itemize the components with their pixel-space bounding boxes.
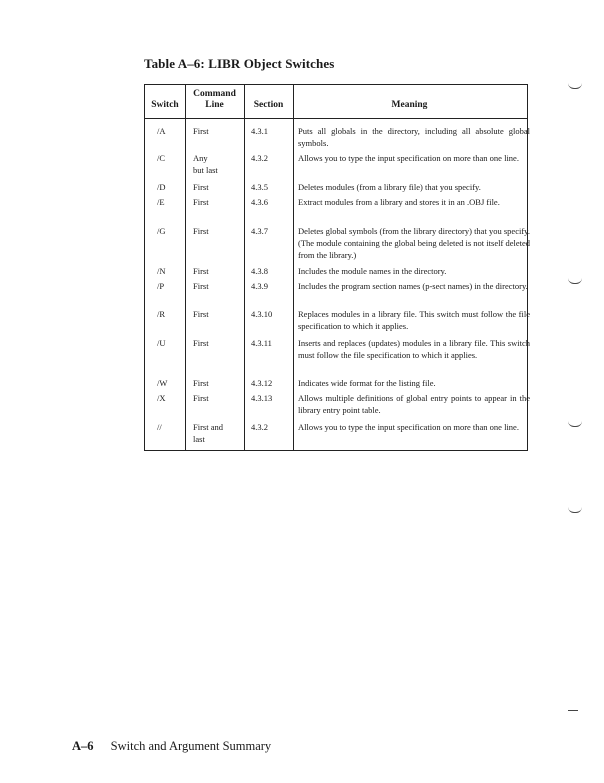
column-divider [293, 85, 294, 450]
switch-cell: /U [157, 338, 166, 348]
command-line-cell: First [193, 338, 209, 348]
section-cell: 4.3.7 [251, 226, 268, 236]
section-cell: 4.3.12 [251, 378, 273, 388]
libr-switch-table [144, 84, 528, 451]
section-cell: 4.3.11 [251, 338, 272, 348]
column-divider [185, 85, 186, 450]
header-meaning: Meaning [391, 100, 428, 110]
header-command-line-2: Line [205, 100, 224, 110]
section-cell: 4.3.2 [251, 153, 268, 163]
switch-cell: /C [157, 153, 166, 163]
meaning-cell: Puts all globals in the directory, including all absolute global symbols. [298, 126, 530, 148]
meaning-cell: Indicates wide format for the listing file. [298, 378, 436, 388]
command-line-cell: First and [193, 422, 223, 432]
switch-cell: /G [157, 226, 166, 236]
header-section: Section [253, 100, 284, 110]
page-footer [72, 739, 271, 754]
switch-cell: /E [157, 197, 165, 207]
command-line-cell: First [193, 226, 209, 236]
section-cell: 4.3.1 [251, 126, 268, 136]
command-line-cell: First [193, 197, 209, 207]
footer-title: Switch and Argument Summary [110, 739, 272, 753]
command-line-cell: First [193, 393, 209, 403]
command-line-cell: Any [193, 153, 208, 163]
header-divider [145, 118, 527, 119]
meaning-cell: Deletes modules (from a library file) that you specify. [298, 182, 481, 192]
switch-cell: /P [157, 281, 165, 291]
section-cell: 4.3.5 [251, 182, 268, 192]
header-switch: Switch [151, 100, 179, 110]
column-divider [244, 85, 245, 450]
meaning-cell: Inserts and replaces (updates) modules in a library file. This switch must follow the file specification to which it applies. [298, 338, 530, 360]
meaning-cell: Deletes global symbols (from the library directory) that you specify. (The module containing the global being deleted is not itself deleted from the library.) [298, 226, 530, 260]
meaning-cell: Extract modules from a library and stores it in an .OBJ file. [298, 197, 500, 207]
margin-mark [568, 507, 582, 513]
switch-cell: /W [157, 378, 168, 388]
margin-mark [568, 705, 578, 711]
command-line-cell: but last [193, 164, 218, 175]
section-cell: 4.3.8 [251, 266, 268, 276]
section-cell: 4.3.13 [251, 393, 273, 403]
switch-cell: /R [157, 309, 166, 319]
command-line-cell: First [193, 126, 209, 136]
meaning-cell: Includes the module names in the directory. [298, 266, 447, 276]
command-line-cell: First [193, 182, 209, 192]
switch-cell: // [157, 422, 162, 432]
section-cell: 4.3.6 [251, 197, 268, 207]
section-cell: 4.3.9 [251, 281, 268, 291]
section-cell: 4.3.2 [251, 422, 268, 432]
margin-mark [568, 421, 582, 427]
switch-cell: /A [157, 126, 166, 136]
meaning-cell: Allows multiple definitions of global entry points to appear in the library entry point table. [298, 393, 530, 415]
command-line-cell: First [193, 309, 209, 319]
command-line-cell: First [193, 266, 209, 276]
table-title: Table A–6: LIBR Object Switches [144, 56, 335, 71]
switch-cell: /D [157, 182, 166, 192]
section-cell: 4.3.10 [251, 309, 273, 319]
command-line-cell: last [193, 433, 205, 444]
switch-cell: /X [157, 393, 166, 403]
meaning-cell: Allows you to type the input specification on more than one line. [298, 422, 519, 432]
switch-cell: /N [157, 266, 166, 276]
margin-mark [568, 83, 582, 89]
command-line-cell: First [193, 378, 209, 388]
meaning-cell: Replaces modules in a library file. This switch must follow the file specification to which it applies. [298, 309, 530, 331]
meaning-cell: Includes the program section names (p-sect names) in the directory. [298, 281, 528, 291]
command-line-cell: First [193, 281, 209, 291]
header-command-line-1: Command [193, 89, 236, 99]
meaning-cell: Allows you to type the input specification on more than one line. [298, 153, 519, 163]
margin-mark [568, 278, 582, 284]
page-number: A–6 [72, 739, 94, 753]
